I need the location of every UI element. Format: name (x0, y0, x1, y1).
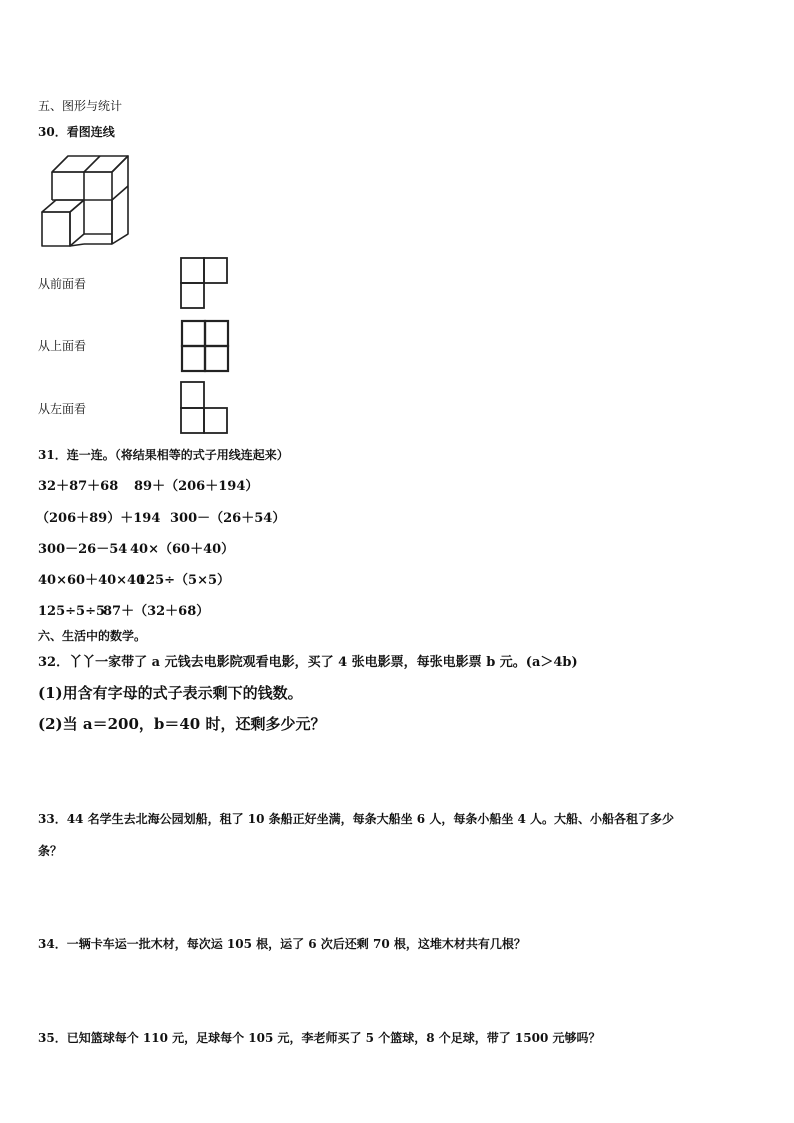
section-5-heading: 五、图形与统计 (38, 99, 123, 113)
view-label-left: 从左面看 (38, 402, 87, 416)
expr-left-2: （206＋89）＋194 (36, 511, 161, 526)
question-35-text: 35．已知篮球每个 110 元，足球每个 105 元，李老师买了 5 个篮球，8 个足球，带了 1500 元够吗？ (38, 1031, 601, 1045)
expr-left-3: 300－26－54 (38, 542, 128, 557)
view-label-front: 从前面看 (38, 277, 87, 291)
view-shape-top (180, 319, 232, 373)
question-33-line-1: 33．44 名学生去北海公园划船，租了 10 条船正好坐满，每条大船坐 6 人，每条小船坐 4 人。大船、小船各租了多少 (38, 812, 675, 826)
question-33-line-2: 条？ (38, 844, 63, 858)
expr-right-1: 89＋（206＋194） (134, 479, 259, 494)
expr-right-2: 300－（26＋54） (170, 511, 286, 526)
question-30-title: 30．看图连线 (38, 125, 115, 139)
cube-stack-figure (38, 150, 134, 250)
question-32-text: 32．丫丫一家带了 a 元钱去电影院观看电影，买了 4 张电影票，每张电影票 b 元。(a＞4b) (38, 655, 578, 670)
view-label-top: 从上面看 (38, 339, 87, 353)
section-6-heading: 六、生活中的数学。 (38, 629, 147, 643)
question-32-part-1: (1)用含有字母的式子表示剩下的钱数。 (38, 684, 303, 702)
expr-left-1: 32＋87＋68 (38, 479, 119, 494)
question-34-text: 34．一辆卡车运一批木材，每次运 105 根，运了 6 次后还剩 70 根，这堆木材共有几根？ (38, 937, 526, 951)
view-shape-front (180, 257, 230, 309)
expr-left-4: 40×60＋40×40 (38, 573, 146, 588)
view-shape-left (180, 381, 232, 435)
question-32-part-2: (2)当 a＝200，b＝40 时，还剩多少元？ (38, 715, 326, 733)
expr-right-5: 87＋（32＋68） (103, 604, 210, 619)
question-31-title: 31．连一连。（将结果相等的式子用线连起来） (38, 448, 289, 462)
expr-right-3: 40×（60＋40） (130, 542, 235, 557)
expr-left-5: 125÷5÷5 (38, 604, 106, 619)
expr-right-4: 125÷（5×5） (137, 573, 231, 588)
